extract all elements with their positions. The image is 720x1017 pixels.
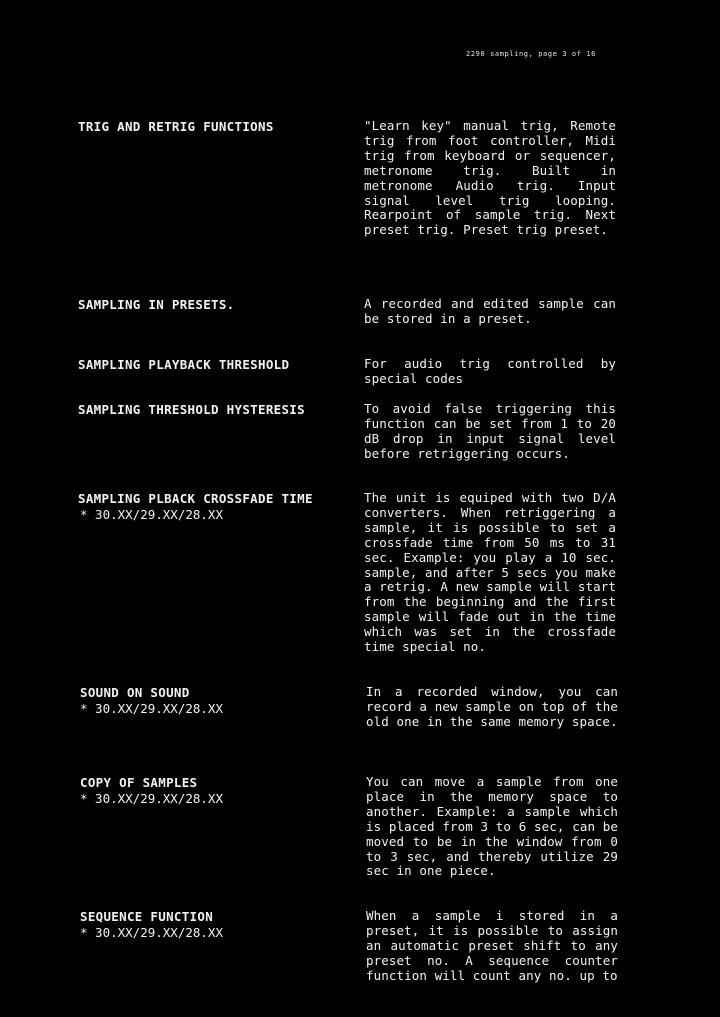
- section-description: For audio trig controlled by special codes: [364, 356, 616, 386]
- section-heading: SAMPLING PLAYBACK THRESHOLD: [78, 357, 290, 372]
- section-heading: COPY OF SAMPLES: [80, 775, 198, 790]
- section-heading: SAMPLING THRESHOLD HYSTERESIS: [78, 402, 305, 417]
- section-heading: SAMPLING IN PRESETS.: [78, 297, 235, 312]
- section-description: When a sample i stored in a preset, it is possible to assign an automatic preset shift to any preset no. A sequence counter function will count any no. up to: [366, 908, 618, 983]
- section-description: A recorded and edited sample can be stored in a preset.: [364, 296, 616, 326]
- section-heading: TRIG AND RETRIG FUNCTIONS: [78, 119, 274, 134]
- version-note: * 30.XX/29.XX/28.XX: [80, 791, 223, 806]
- section-heading: SOUND ON SOUND: [80, 685, 190, 700]
- section-description: You can move a sample from one place in the memory space to another. Example: a sample which is placed from 3 to 6 sec, can be moved to be in the window from 0 to 3 sec, and thereby utilize 29 sec in one piece.: [366, 774, 618, 879]
- version-note: * 30.XX/29.XX/28.XX: [80, 507, 223, 522]
- version-note: * 30.XX/29.XX/28.XX: [80, 701, 223, 716]
- section-heading: SEQUENCE FUNCTION: [80, 909, 214, 924]
- page-header: 2290 sampling, page 3 of 16: [466, 50, 596, 58]
- section-description: "Learn key" manual trig, Remote trig from foot controller, Midi trig from keyboard or sequencer, metronome trig. Built in metronome Audio trig. Input signal level trig looping. Rearpoint of sample trig. Next preset trig. Preset trig preset.: [364, 118, 616, 238]
- section-description: The unit is equiped with two D/A converters. When retriggering a sample, it is possible to set a crossfade time from 50 ms to 31 sec. Example: you play a 10 sec. sample, and after 5 secs you make a retrig. A new sample will start from the beginning and the first sample will fade out in the time which was set in the crossfade time special no.: [364, 490, 616, 655]
- section-description: In a recorded window, you can record a new sample on top of the old one in the same memory space.: [366, 684, 618, 729]
- section-heading: SAMPLING PLBACK CROSSFADE TIME: [78, 491, 313, 506]
- section-description: To avoid false triggering this function can be set from 1 to 20 dB drop in input signal level before retriggering occurs.: [364, 401, 616, 461]
- version-note: * 30.XX/29.XX/28.XX: [80, 925, 223, 940]
